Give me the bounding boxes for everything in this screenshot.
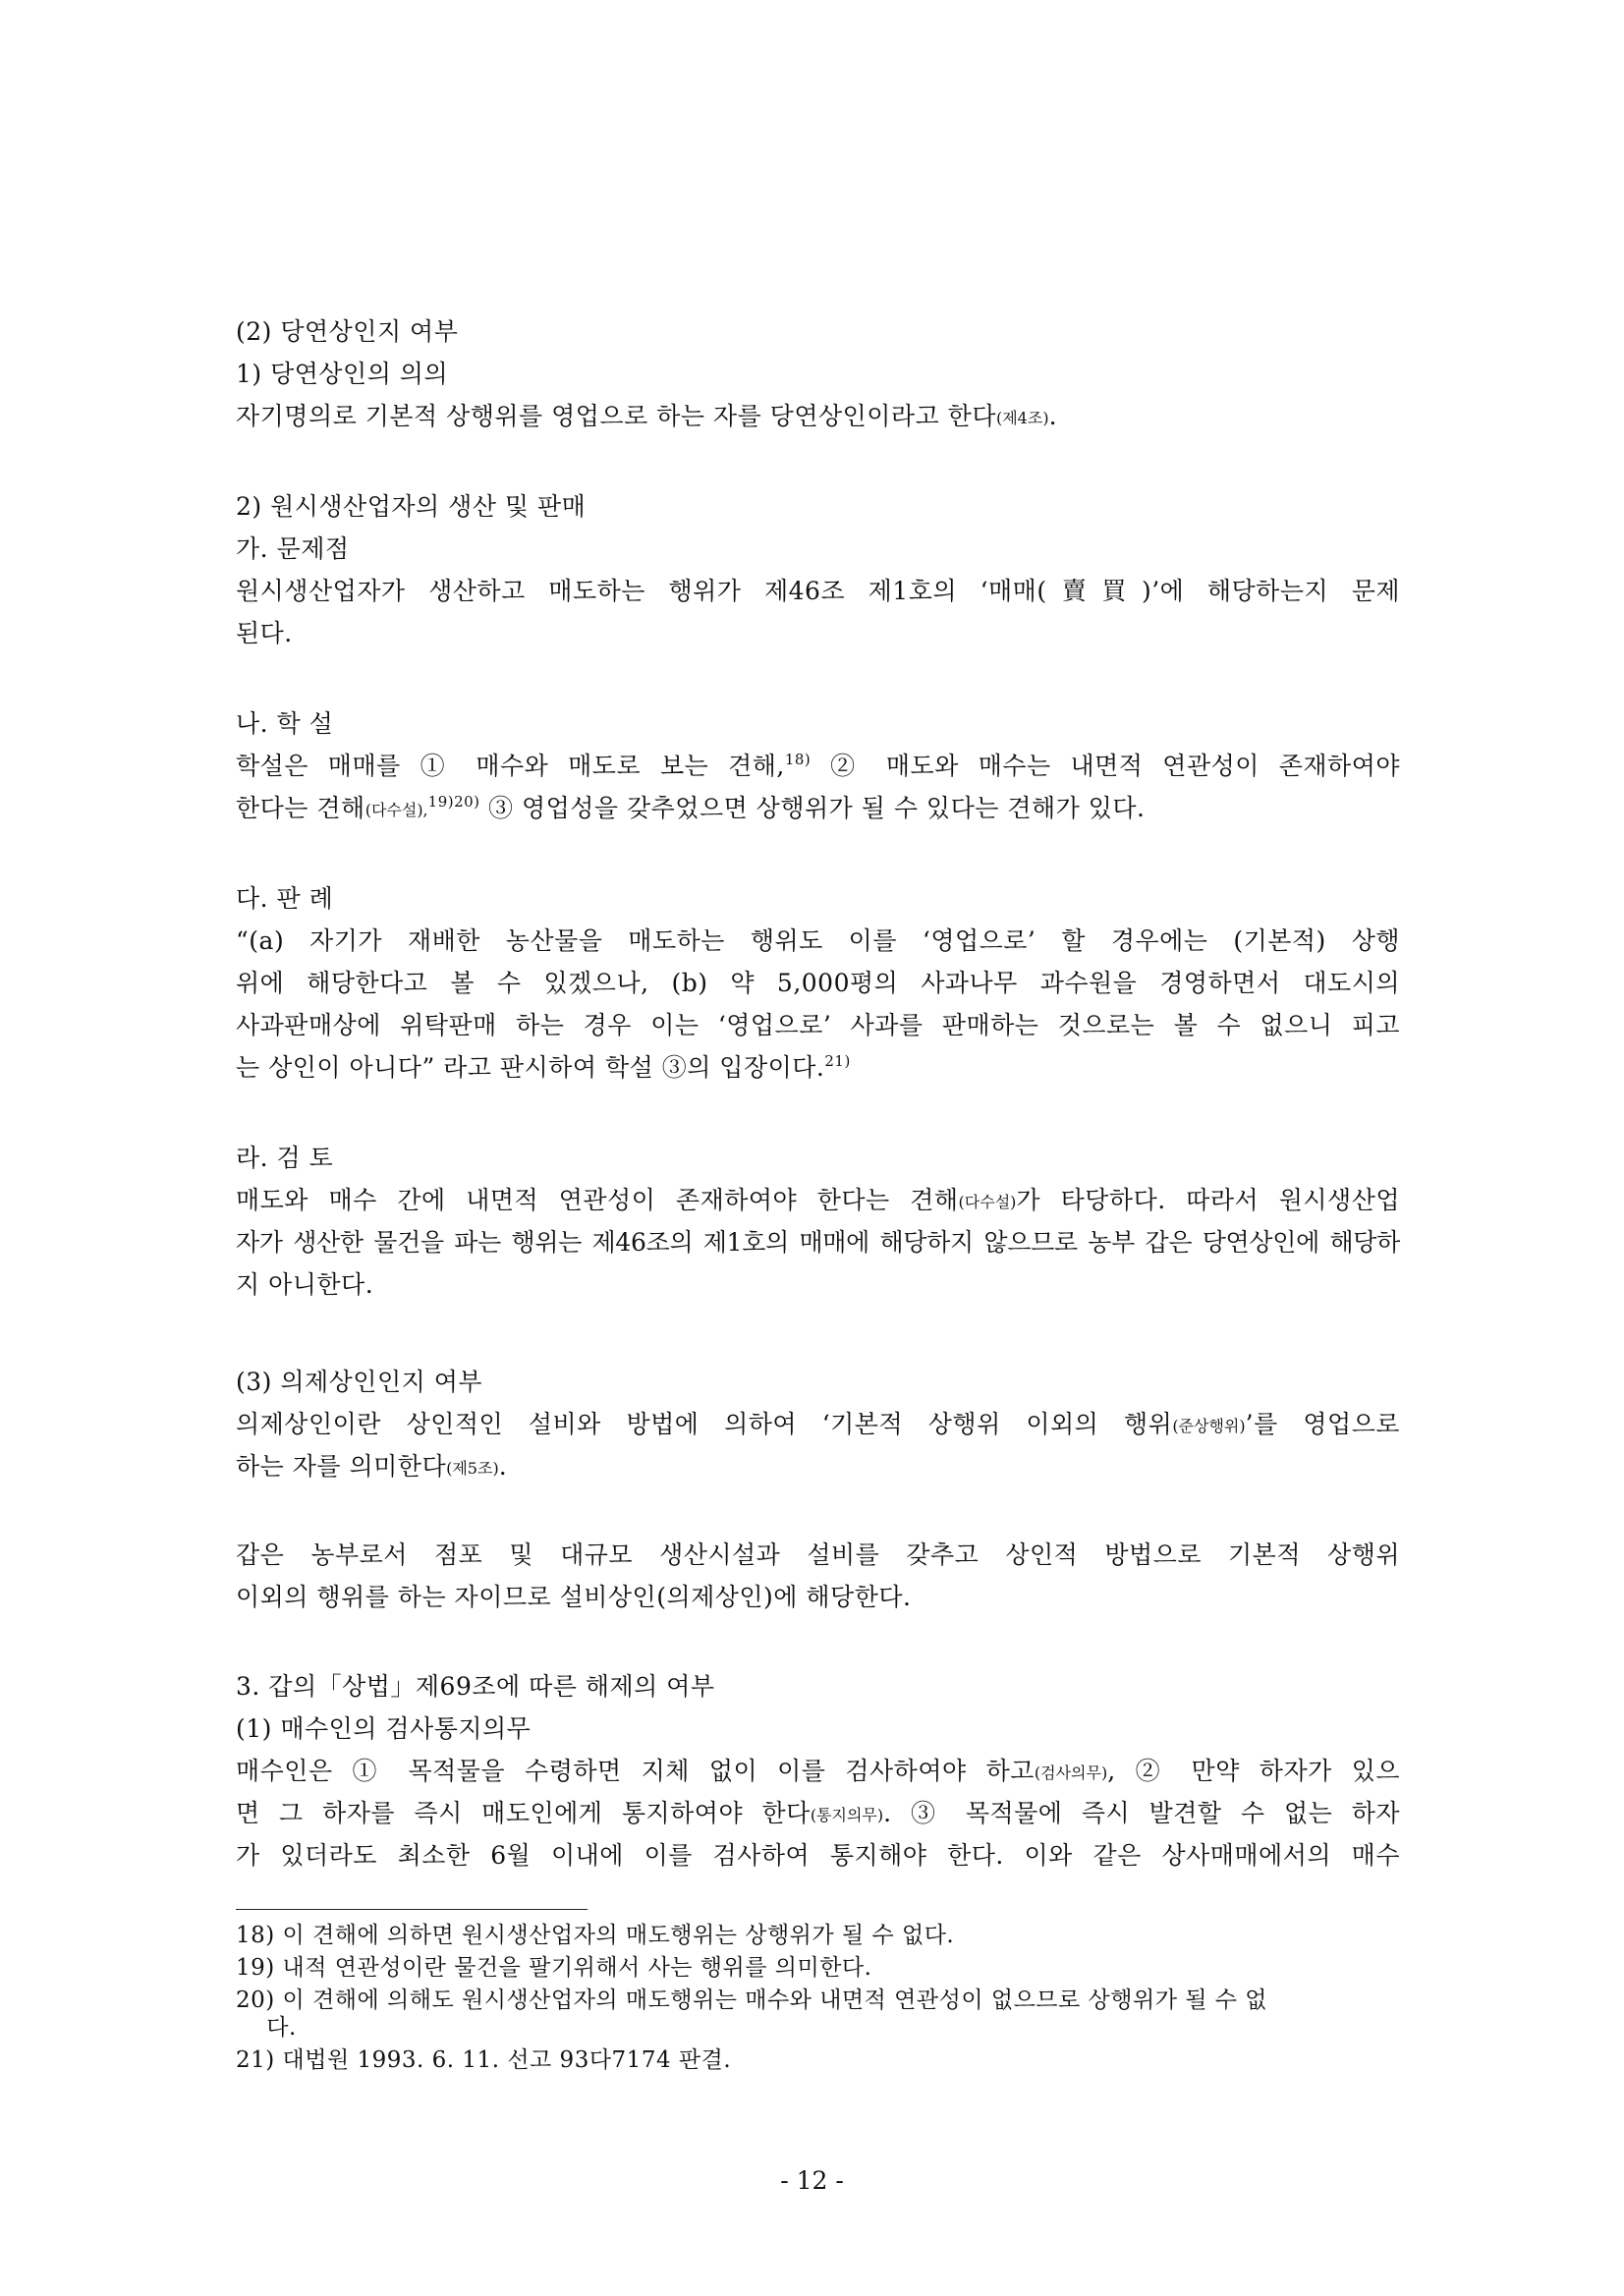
text-run: ② 매도와 매수는 내면적 연관성이 존재하여야 (811, 752, 1400, 780)
paragraph-line: 된다. (236, 619, 293, 647)
text-run: 의제상인이란 상인적인 설비와 방법에 의하여 ‘기본적 상행위 이외의 행위 (236, 1410, 1173, 1438)
citation: (다수설), (364, 801, 428, 819)
footnote-continuation: 다. (236, 2015, 297, 2041)
chapter-heading: 3. 갑의「상법」제69조에 따른 해제의 여부 (236, 1672, 715, 1701)
subsection-heading: 1) 당연상인의 의의 (236, 360, 449, 388)
item-heading: 다. 판 례 (236, 884, 334, 913)
paragraph-line: 이외의 행위를 하는 자이므로 설비상인(의제상인)에 해당한다. (236, 1583, 912, 1611)
citation: (통지의무) (810, 1806, 884, 1824)
citation: (제5조) (446, 1459, 499, 1478)
item-heading: 가. 문제점 (236, 534, 350, 563)
text-run: 매수인은 ① 목적물을 수령하면 지체 없이 이를 검사하여야 하고 (236, 1757, 1035, 1785)
section-heading: (3) 의제상인인지 여부 (236, 1368, 483, 1396)
text-run: ③ 영업성을 갖추었으면 상행위가 될 수 있다는 견해가 있다. (479, 794, 1146, 822)
paragraph-line: 위에 해당한다고 볼 수 있겠으나, (b) 약 5,000평의 사과나무 과수원을 경영하면서 대도시의 (236, 969, 1400, 997)
text-run: 면 그 하자를 즉시 매도인에게 통지하여야 한다 (236, 1799, 811, 1827)
footnote: 18) 이 견해에 의하면 원시생산업자의 매도행위는 상행위가 될 수 없다. (236, 1923, 955, 1948)
paragraph-line (236, 397, 1400, 438)
text-run: 자기명의로 기본적 상행위를 영업으로 하는 자를 당연상인이라고 한다 (236, 402, 996, 430)
paragraph-line: 사과판매상에 위탁판매 하는 경우 이는 ‘영업으로’ 사과를 판매하는 것으로는 볼 수 없으니 피고 (236, 1011, 1400, 1039)
text-run: 한다는 견해 (236, 794, 365, 822)
text-run: 매도와 매수 간에 내면적 연관성이 존재하여야 한다는 견해 (236, 1186, 959, 1214)
paragraph-line: 가 있더라도 최소한 6월 이내에 이를 검사하여 통지해야 한다. 이와 같은 상사매매에서의 매수 (236, 1841, 1400, 1870)
citation: (다수설) (958, 1193, 1017, 1211)
footnote-ref: 21) (824, 1052, 851, 1070)
text-run: . (498, 1452, 508, 1481)
paragraph-line: 갑은 농부로서 점포 및 대규모 생산시설과 설비를 갖추고 상인적 방법으로 기본적 상행위 (236, 1540, 1400, 1569)
paragraph-line: 원시생산업자가 생산하고 매도하는 행위가 제46조 제1호의 ‘매매(賣買)’에 해당하는지 문제 (236, 577, 1400, 605)
paragraph-line (236, 1794, 1400, 1835)
item-heading: 라. 검 토 (236, 1144, 334, 1172)
text-run: 하는 자를 의미한다 (236, 1452, 447, 1481)
footnote: 19) 내적 연관성이란 물건을 팔기위해서 사는 행위를 의미한다. (236, 1955, 872, 1981)
section-heading: (2) 당연상인지 여부 (236, 317, 459, 346)
section-heading: (1) 매수인의 검사통지의무 (236, 1714, 532, 1743)
paragraph-line (236, 789, 1400, 830)
text-run: 가 타당하다. 따라서 원시생산업 (1016, 1186, 1400, 1214)
footnote-divider (236, 1909, 588, 1910)
subsection-heading: 2) 원시생산업자의 생산 및 판매 (236, 492, 587, 521)
text-run: . ③ 목적물에 즉시 발견할 수 없는 하자 (883, 1799, 1400, 1827)
text-run: . (1048, 402, 1058, 430)
citation: (검사의무) (1034, 1764, 1108, 1782)
paragraph-line (236, 1181, 1400, 1222)
text-run: 학설은 매매를 ① 매수와 매도로 보는 견해, (236, 752, 785, 780)
paragraph-line (236, 747, 1400, 786)
paragraph-line (236, 1447, 1400, 1488)
footnote: 20) 이 견해에 의해도 원시생산업자의 매도행위는 매수와 내면적 연관성이 없으므로 상행위가 될 수 없 (236, 1988, 1268, 2013)
text-run: , ② 만약 하자가 있으 (1107, 1757, 1400, 1785)
item-heading: 나. 학 설 (236, 709, 334, 738)
text-run: ’를 영업으로 (1245, 1410, 1400, 1438)
paragraph-line (236, 1048, 1400, 1088)
paragraph-line: 지 아니한다. (236, 1270, 374, 1299)
paragraph-line (236, 1405, 1400, 1446)
paragraph-line: 자가 생산한 물건을 파는 행위는 제46조의 제1호의 매매에 해당하지 않으므로 농부 갑은 당연상인에 해당하 (236, 1228, 1400, 1257)
citation: (제4조) (995, 409, 1049, 427)
paragraph-line (236, 1752, 1400, 1793)
footnote: 21) 대법원 1993. 6. 11. 선고 93다7174 판결. (236, 2047, 732, 2073)
footnote-ref: 19)20) (427, 793, 480, 811)
citation: (준상행위) (1172, 1417, 1246, 1435)
page-number: - 12 - (780, 2166, 844, 2195)
text-run: 는 상인이 아니다” 라고 판시하여 학설 ③의 입장이다. (236, 1053, 825, 1082)
footnote-ref: 18) (784, 751, 812, 768)
paragraph-line: “(a) 자기가 재배한 농산물을 매도하는 행위도 이를 ‘영업으로’ 할 경우에는 (기본적) 상행 (236, 926, 1400, 955)
